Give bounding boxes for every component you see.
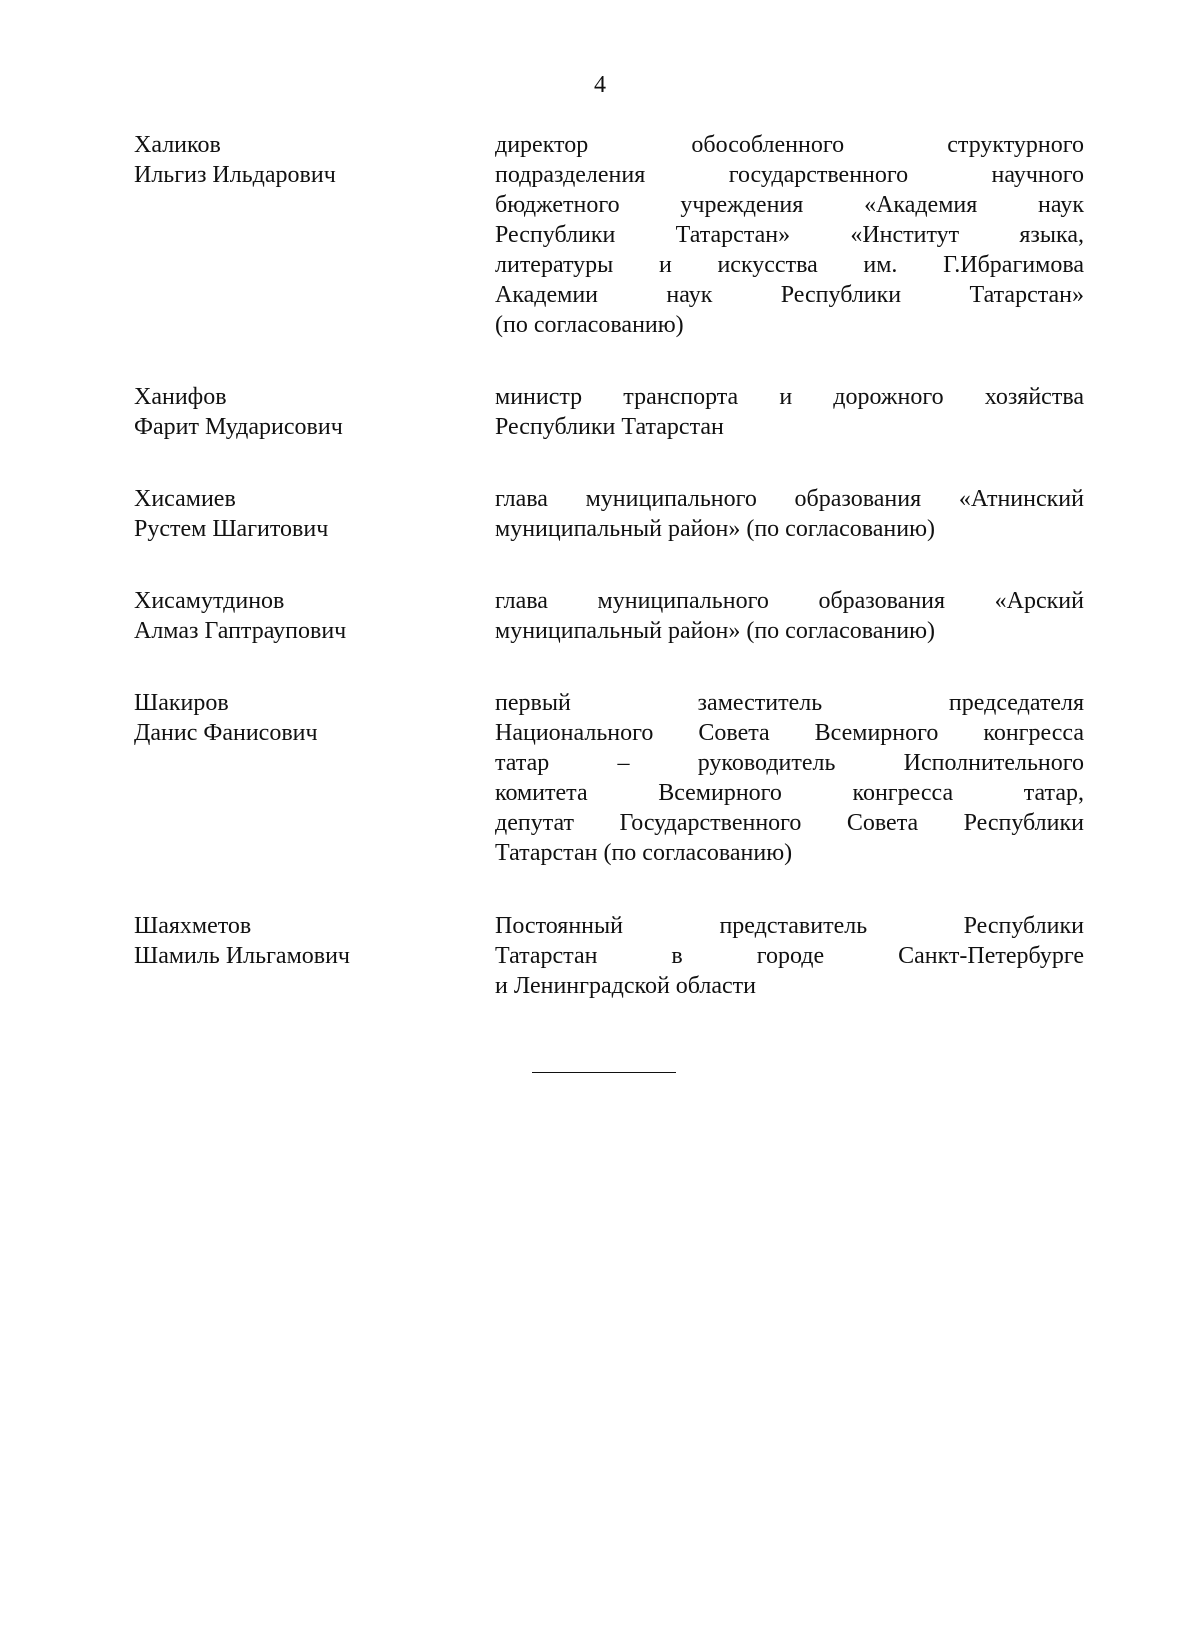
member-given-names: Фарит Мударисович bbox=[134, 414, 343, 440]
member-position bbox=[495, 130, 1084, 340]
position-line: литературы и искусства им. Г.Ибрагимова bbox=[495, 252, 1084, 278]
position-line: Татарстан (по согласованию) bbox=[495, 840, 793, 866]
member-surname: Хисамутдинов bbox=[134, 588, 285, 614]
position-line: директор обособленного структурного bbox=[495, 132, 1084, 158]
member-entry-khanifov bbox=[134, 382, 1084, 442]
member-given-names: Шамиль Ильгамович bbox=[134, 943, 350, 969]
position-line: министр транспорта и дорожного хозяйства bbox=[495, 384, 1084, 410]
member-position bbox=[495, 382, 1084, 442]
member-surname: Ханифов bbox=[134, 384, 227, 410]
page-number: 4 bbox=[594, 72, 606, 98]
member-position bbox=[495, 688, 1084, 868]
member-given-names: Рустем Шагитович bbox=[134, 516, 329, 542]
member-surname: Шакиров bbox=[134, 690, 229, 716]
member-list bbox=[134, 130, 1084, 1001]
member-surname: Хисамиев bbox=[134, 486, 236, 512]
position-line: Постоянный представитель Республики bbox=[495, 913, 1084, 939]
position-line: подразделения государственного научного bbox=[495, 162, 1084, 188]
member-position bbox=[495, 484, 1084, 544]
position-line: и Ленинградской области bbox=[495, 973, 757, 999]
member-name bbox=[134, 911, 474, 971]
position-line: (по согласованию) bbox=[495, 312, 684, 338]
member-surname: Халиков bbox=[134, 132, 221, 158]
position-line: муниципальный район» (по согласованию) bbox=[495, 618, 936, 644]
member-given-names: Алмаз Гаптраупович bbox=[134, 618, 347, 644]
position-line: Республики Татарстан bbox=[495, 414, 724, 440]
member-entry-khalikov bbox=[134, 130, 1084, 340]
position-line: Национального Совета Всемирного конгресса bbox=[495, 720, 1084, 746]
member-entry-shayakhmetov bbox=[134, 911, 1084, 1001]
position-line: Татарстан в городе Санкт-Петербурге bbox=[495, 943, 1084, 969]
end-of-list-divider bbox=[532, 1072, 676, 1073]
member-given-names: Ильгиз Ильдарович bbox=[134, 162, 336, 188]
member-entry-khisamutdinov bbox=[134, 586, 1084, 646]
member-name bbox=[134, 382, 474, 442]
member-entry-khisamiev bbox=[134, 484, 1084, 544]
member-surname: Шаяхметов bbox=[134, 913, 252, 939]
position-line: депутат Государственного Совета Республики bbox=[495, 810, 1084, 836]
position-line: комитета Всемирного конгресса татар, bbox=[495, 780, 1084, 806]
member-position bbox=[495, 911, 1084, 1001]
position-line: муниципальный район» (по согласованию) bbox=[495, 516, 936, 542]
member-position bbox=[495, 586, 1084, 646]
position-line: первый заместитель председателя bbox=[495, 690, 1084, 716]
member-name bbox=[134, 688, 474, 748]
position-line: глава муниципального образования «Атнинский bbox=[495, 486, 1084, 512]
position-line: Академии наук Республики Татарстан» bbox=[495, 282, 1084, 308]
member-name bbox=[134, 130, 474, 190]
position-line: глава муниципального образования «Арский bbox=[495, 588, 1084, 614]
position-line: Республики Татарстан» «Институт языка, bbox=[495, 222, 1084, 248]
member-name bbox=[134, 484, 474, 544]
position-line: татар – руководитель Исполнительного bbox=[495, 750, 1084, 776]
member-entry-shakirov bbox=[134, 688, 1084, 868]
position-line: бюджетного учреждения «Академия наук bbox=[495, 192, 1084, 218]
member-given-names: Данис Фанисович bbox=[134, 720, 318, 746]
member-name bbox=[134, 586, 474, 646]
